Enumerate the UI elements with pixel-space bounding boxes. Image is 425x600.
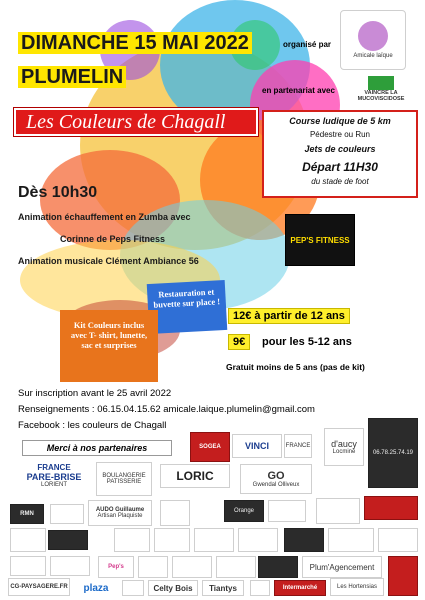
sponsor-logo-26 xyxy=(388,556,418,596)
program-line-1: Animation échauffement en Zumba avec xyxy=(18,212,191,222)
price-free: Gratuit moins de 5 ans (pas de kit) xyxy=(226,362,365,372)
course-line-5: du stade de foot xyxy=(311,177,369,186)
sponsor-logo-21 xyxy=(138,556,168,578)
phone-sponsor-logo: 06.78.25.74.19 xyxy=(368,418,418,488)
sponsor-logo-19 xyxy=(50,556,90,576)
partners-title: Merci à nos partenaires xyxy=(22,440,172,456)
sponsor-logo-12 xyxy=(154,528,190,552)
partenariat-text: en partenariat avec xyxy=(262,86,335,95)
gwendal-olliveux-logo: GO Gwendal Olliveux xyxy=(240,464,312,494)
france-pare-brise-logo: FRANCE PARE-BRISE LORIENT xyxy=(18,460,90,490)
cg-paysagere-logo: CG-PAYSAGERE.FR xyxy=(8,578,70,596)
smiley-icon xyxy=(358,21,388,51)
sponsor-logo-23 xyxy=(216,556,256,578)
audo-logo: AUDO Guillaume Artisan Plaquiste xyxy=(88,500,152,526)
event-title-banner xyxy=(14,108,258,136)
sponsor-logo-13 xyxy=(194,528,234,552)
sponsor-logo-16 xyxy=(328,528,374,552)
sponsor-logo-8 xyxy=(364,496,418,520)
price-child-label: pour les 5-12 ans xyxy=(262,336,352,348)
course-line-2: Pédestre ou Run xyxy=(309,130,371,139)
course-line-4: Départ 11H30 xyxy=(302,160,378,174)
daucy-logo: d'aucy Locminé xyxy=(324,428,364,466)
program-line-2: Corinne de Peps Fitness xyxy=(60,234,166,244)
sponsor-logo-32 xyxy=(250,580,270,596)
mucoviscidose-logo xyxy=(350,72,412,106)
price-adult: 12€ à partir de 12 ans xyxy=(228,308,350,324)
sponsor-logo-14 xyxy=(238,528,278,552)
inscription-text: Sur inscription avant le 25 avril 2022 xyxy=(18,388,172,399)
orange-logo: Orange xyxy=(224,500,264,522)
sponsor-logo-11 xyxy=(114,528,150,552)
sponsor-logo-18 xyxy=(10,556,46,576)
sponsor-logo-29 xyxy=(122,580,144,596)
sponsor-logo-7 xyxy=(316,498,360,524)
plum-agencement-logo: Plum'Agencement xyxy=(302,556,382,578)
sogea-logo: SOGEA xyxy=(190,432,230,462)
event-title: Les Couleurs de Chagall xyxy=(26,111,226,133)
sponsor-logo-2 xyxy=(50,504,84,524)
sponsor-logo-22 xyxy=(172,556,212,578)
celty-bois-logo: Celty Bois xyxy=(148,580,198,596)
amicale-laique-logo xyxy=(340,10,406,70)
hortensias-logo: Les Hortensias xyxy=(330,578,384,596)
course-info-box xyxy=(262,110,418,198)
kit-text: Kit Couleurs inclus avec T- shirt, lunette, sac et surprises xyxy=(70,320,148,350)
plaza-logo: plaza xyxy=(76,580,116,596)
program-line-3: Animation musicale Clément Ambiance 56 xyxy=(18,256,199,266)
start-time: Dès 10h30 xyxy=(18,184,98,201)
renseignements-text: Renseignements : 06.15.04.15.62 amicale.laique.plumelin@gmail.com xyxy=(18,404,315,415)
sponsor-logo-4 xyxy=(160,500,190,526)
event-town: PLUMELIN xyxy=(18,66,126,89)
price-child: 9€ xyxy=(228,334,250,350)
tiantys-logo: Tiantys xyxy=(202,580,244,596)
france-logo: FRANCE xyxy=(284,434,312,458)
peps-small-logo: Pep's xyxy=(98,556,134,578)
peps-logo-text: PEP'S FITNESS xyxy=(290,235,350,245)
rmn-logo: RMN xyxy=(10,504,44,524)
sponsor-logo-24 xyxy=(258,556,298,578)
restauration-badge xyxy=(147,280,228,334)
organise-par-text: organisé par xyxy=(283,40,332,49)
loric-logo: LORIC xyxy=(160,464,230,488)
facebook-text: Facebook : les couleurs de Chagall xyxy=(18,420,167,431)
mucoviscidose-icon xyxy=(368,76,394,90)
course-line-1: Course ludique de 5 km xyxy=(289,116,391,126)
boulangerie-logo: BOULANGERIE PATISSERIE xyxy=(96,462,152,496)
sponsor-logo-6 xyxy=(268,500,306,522)
course-line-3: Jets de couleurs xyxy=(304,144,376,154)
sponsor-logo-15 xyxy=(284,528,324,552)
restauration-text: Restauration et buvette sur place ! xyxy=(153,286,221,310)
sponsor-logo-10 xyxy=(48,530,88,550)
intermarche-logo: Intermarché xyxy=(274,580,326,596)
peps-fitness-logo xyxy=(285,214,355,266)
organizer-logo-text: Amicale laïque xyxy=(353,53,393,59)
partner-logo-text: VAINCRE LA MUCOVISCIDOSE xyxy=(357,90,405,102)
sponsor-logo-9 xyxy=(10,528,46,552)
sponsor-logo-17 xyxy=(378,528,418,552)
event-date: DIMANCHE 15 MAI 2022 xyxy=(18,32,252,55)
vinci-logo: VINCI xyxy=(232,434,282,458)
kit-badge xyxy=(60,310,158,382)
